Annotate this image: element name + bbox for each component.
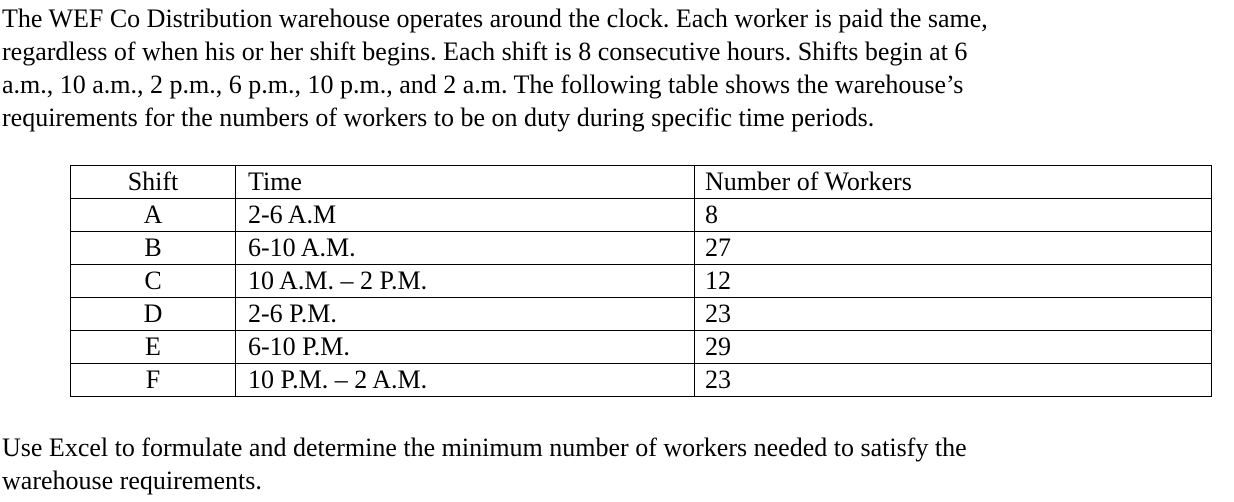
- cell-shift: D: [71, 298, 236, 331]
- intro-paragraph: [2, 2, 1230, 134]
- cell-time: 6-10 A.M.: [236, 232, 695, 265]
- cell-workers: 12: [695, 265, 1212, 298]
- intro-line: regardless of when his or her shift begins. Each shift is 8 consecutive hours. Shifts begin at 6: [2, 37, 968, 66]
- cell-time: 10 A.M. – 2 P.M.: [236, 265, 695, 298]
- table-row: [71, 232, 1212, 265]
- header-number-of-workers: Number of Workers: [695, 166, 1212, 199]
- cell-workers: 23: [695, 298, 1212, 331]
- cell-workers: 8: [695, 199, 1212, 232]
- cell-shift: E: [71, 331, 236, 364]
- table-row: [71, 199, 1212, 232]
- cell-shift: B: [71, 232, 236, 265]
- intro-line: requirements for the numbers of workers to be on duty during specific time periods.: [2, 103, 875, 132]
- cell-time: 2-6 P.M.: [236, 298, 695, 331]
- intro-line: The WEF Co Distribution warehouse operates around the clock. Each worker is paid the same,: [2, 4, 988, 33]
- header-shift: Shift: [71, 166, 236, 199]
- cell-time: 2-6 A.M: [236, 199, 695, 232]
- cell-workers: 23: [695, 364, 1212, 397]
- table-row: [71, 265, 1212, 298]
- instruction-line: Use Excel to formulate and determine the minimum number of workers needed to satisfy the: [2, 433, 967, 462]
- cell-time: 6-10 P.M.: [236, 331, 695, 364]
- cell-workers: 27: [695, 232, 1212, 265]
- table-row: [71, 331, 1212, 364]
- cell-workers: 29: [695, 331, 1212, 364]
- table-row: [71, 364, 1212, 397]
- cell-shift: C: [71, 265, 236, 298]
- table-row: [71, 298, 1212, 331]
- intro-line: a.m., 10 a.m., 2 p.m., 6 p.m., 10 p.m., and 2 a.m. The following table shows the warehouse’s: [2, 70, 964, 99]
- instruction-line: warehouse requirements.: [2, 466, 262, 495]
- cell-shift: F: [71, 364, 236, 397]
- cell-time: 10 P.M. – 2 A.M.: [236, 364, 695, 397]
- header-time: Time: [236, 166, 695, 199]
- table-header-row: [71, 166, 1212, 199]
- cell-shift: A: [71, 199, 236, 232]
- instruction-paragraph: [2, 431, 1230, 497]
- worker-requirements-table: [70, 165, 1212, 397]
